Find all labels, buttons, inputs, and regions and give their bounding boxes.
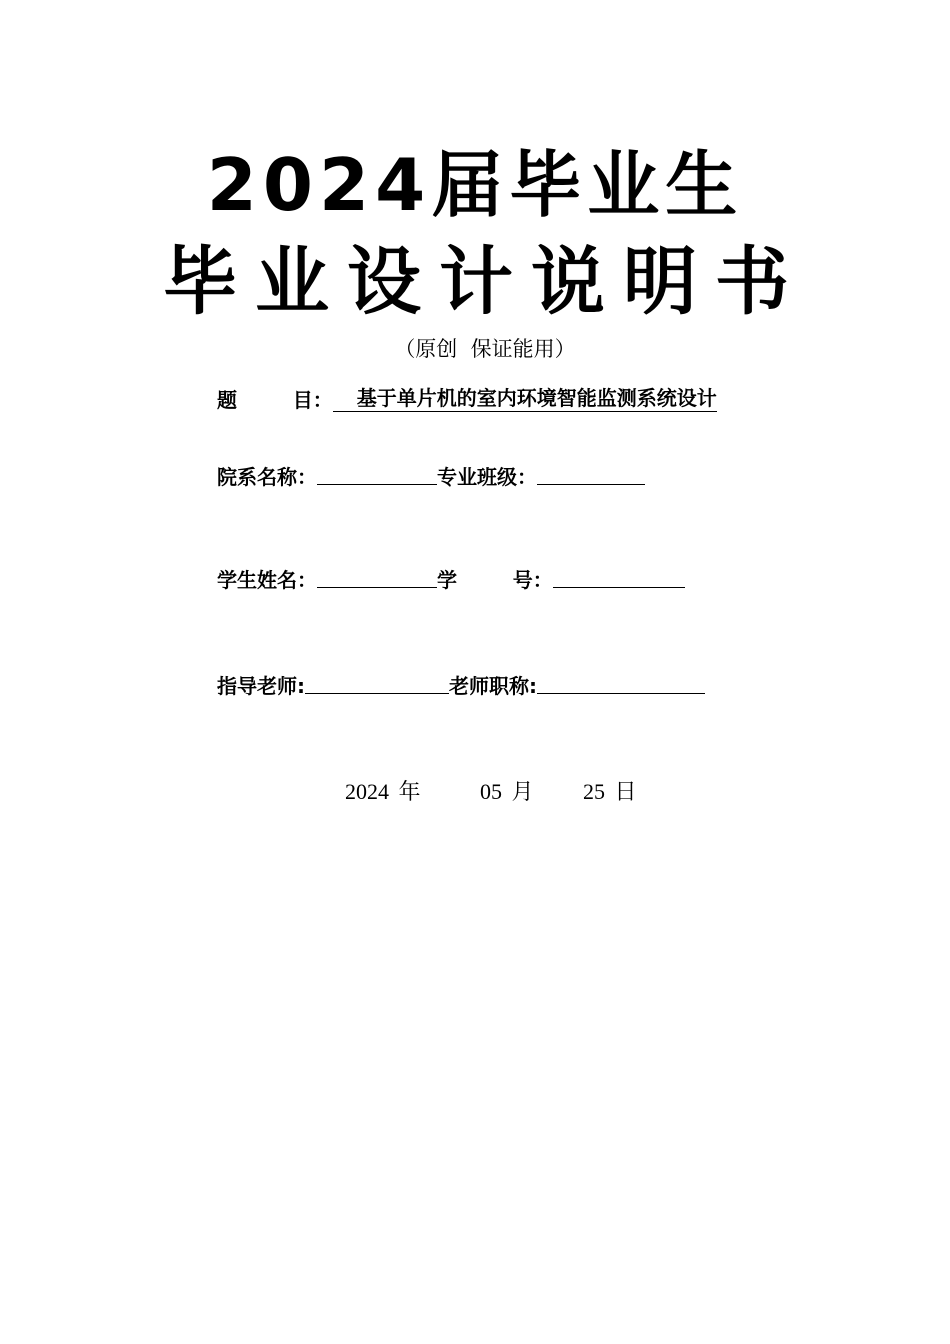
major-label: 专业班级：	[437, 465, 537, 489]
topic-label: 题 目：	[217, 388, 333, 412]
cover-title-line-2: 毕业设计说明书	[163, 239, 807, 325]
student-name-blank[interactable]	[317, 565, 437, 588]
student-name-label: 学生姓名：	[217, 568, 317, 592]
date-day: 25	[583, 779, 606, 804]
dept-major-row	[217, 462, 645, 492]
advisor-blank[interactable]	[305, 671, 449, 694]
date-month-unit: 月	[511, 779, 534, 804]
date-row	[345, 776, 637, 808]
advisor-title-blank[interactable]	[537, 671, 705, 694]
dept-label: 院系名称：	[217, 465, 317, 489]
advisor-row	[217, 671, 705, 701]
date-year-unit: 年	[398, 779, 421, 804]
date-day-unit: 日	[614, 779, 637, 804]
cover-subtitle: （原创 保证能用）	[394, 337, 576, 361]
topic-value: 基于单片机的室内环境智能监测系统设计	[333, 385, 717, 412]
advisor-label: 指导老师:	[217, 674, 305, 698]
date-month: 05	[480, 779, 503, 804]
advisor-title-label: 老师职称:	[449, 674, 537, 698]
major-blank[interactable]	[537, 462, 645, 485]
date-year: 2024	[345, 779, 389, 804]
student-id-blank[interactable]	[553, 565, 685, 588]
cover-title-line-1: 2024届毕业生	[206, 143, 744, 227]
student-id-label: 学 号：	[437, 568, 553, 592]
student-row	[217, 565, 685, 595]
dept-blank[interactable]	[317, 462, 437, 485]
topic-row	[217, 385, 717, 415]
